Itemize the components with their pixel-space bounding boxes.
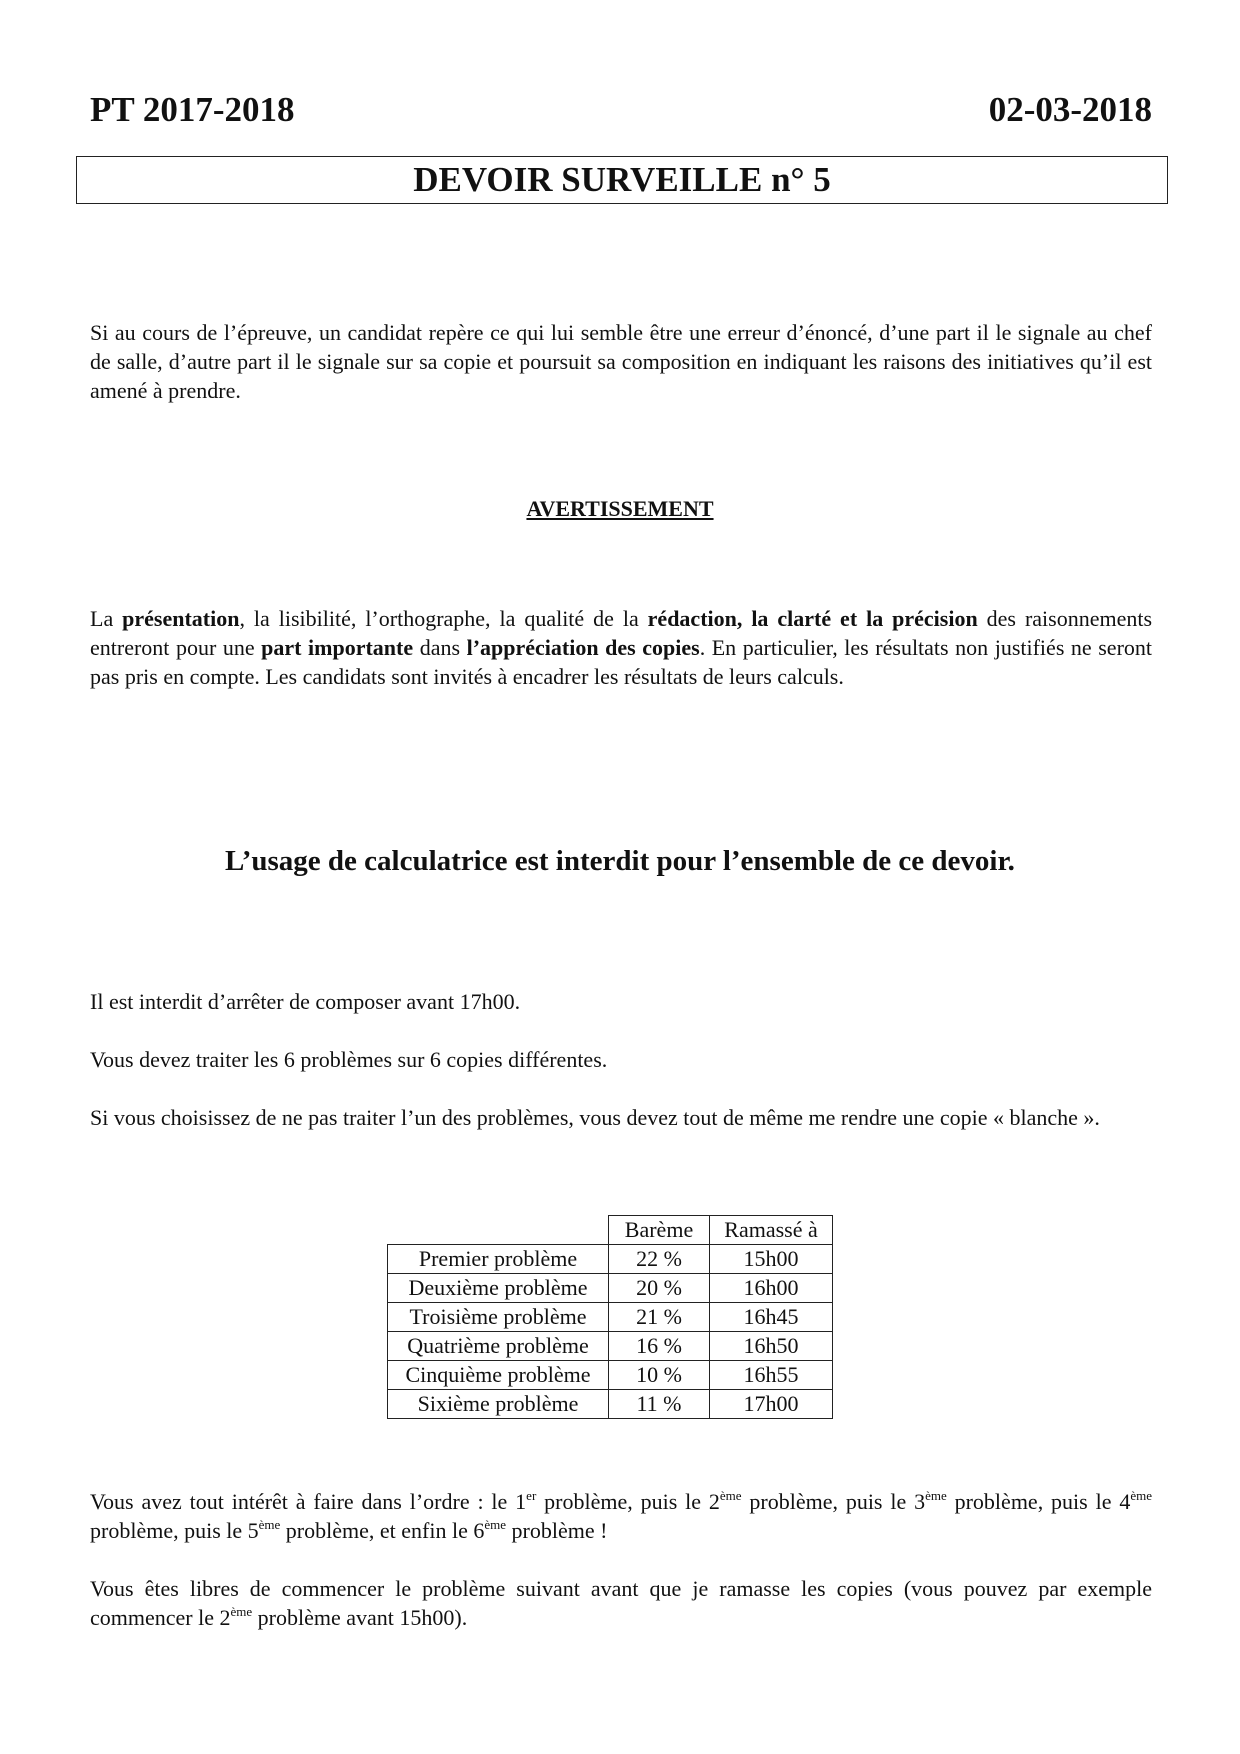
text-run: Vous êtes libres de commencer le problème suivant avant que je ramasse les copies (vous pouvez par exemple commencer le 2 [90,1576,1152,1630]
document-title: DEVOIR SURVEILLE n° 5 [76,156,1168,204]
problem-name-cell: Troisième problème [388,1303,609,1332]
bareme-table [387,1215,833,1419]
superscript: ème [719,1488,742,1503]
text-run: . En particulier, les résultats non justifiés ne seront pas pris en compte. Les candidats sont invités à encadrer les résultats de leurs calculs. [90,635,1153,689]
bareme-cell: 21 % [609,1303,710,1332]
text-run: problème, puis le 4 [946,1489,1131,1514]
intro-paragraph: Si au cours de l’épreuve, un candidat repère ce qui lui semble être une erreur d’énoncé, d’une part il le signale au chef de salle, d’autre part il le signale sur sa copie et poursuit sa composition en indiquant les raisons des initiatives qu’il est amené à prendre. [90,320,1152,403]
text-run: problème, et enfin le 6 [280,1518,485,1543]
bold-run: part importante [261,635,414,660]
bareme-cell: 16 % [609,1332,710,1361]
class-year-label: PT 2017-2018 [90,90,295,129]
avertissement-heading: AVERTISSEMENT [526,496,714,521]
avertissement-paragraph [90,604,1152,691]
text-run: La [90,606,123,631]
table-corner-cell [388,1216,609,1245]
bold-run: rédaction, la clarté et la précision [647,606,978,631]
rule-paragraph: Vous devez traiter les 6 problèmes sur 6 copies différentes. [90,1047,608,1072]
problem-name-cell: Sixième problème [388,1390,609,1419]
order-paragraph [90,1487,1152,1545]
problem-name-cell: Quatrième problème [388,1332,609,1361]
text-run: problème, puis le 2 [536,1489,720,1514]
superscript: ème [484,1517,506,1532]
table-row [388,1332,833,1361]
text-run: Vous avez tout intérêt à faire dans l’ordre : le 1 [90,1489,527,1514]
superscript: ème [258,1517,281,1532]
exam-date: 02-03-2018 [988,90,1152,129]
collect-time-cell: 16h00 [710,1274,833,1303]
table-header-cell: Ramassé à [710,1216,833,1245]
text-run: , la lisibilité, l’orthographe, la qualité de la [239,606,648,631]
bold-run: l’appréciation des copies [466,635,700,660]
collect-time-cell: 17h00 [710,1390,833,1419]
table-header-row [388,1216,833,1245]
superscript: ème [230,1604,253,1619]
collect-time-cell: 16h50 [710,1332,833,1361]
superscript: er [526,1488,537,1503]
calculator-notice: L’usage de calculatrice est interdit pour l’ensemble de ce devoir. [225,845,1015,877]
table-row [388,1390,833,1419]
bareme-cell: 20 % [609,1274,710,1303]
text-run: problème ! [506,1518,608,1543]
problem-name-cell: Deuxième problème [388,1274,609,1303]
collect-time-cell: 15h00 [710,1245,833,1274]
collect-time-cell: 16h55 [710,1361,833,1390]
bareme-cell: 22 % [609,1245,710,1274]
collect-time-cell: 16h45 [710,1303,833,1332]
rule-paragraph: Il est interdit d’arrêter de composer avant 17h00. [90,989,521,1014]
table-row [388,1245,833,1274]
superscript: ème [925,1488,947,1503]
table-row [388,1274,833,1303]
problem-name-cell: Cinquième problème [388,1361,609,1390]
text-run: problème, puis le 5 [90,1518,259,1543]
text-run: dans [413,635,467,660]
table-row [388,1303,833,1332]
table-row [388,1361,833,1390]
text-run: problème, puis le 3 [741,1489,926,1514]
text-run: des raisonnements entreront pour une [90,606,1153,660]
libres-paragraph [90,1574,1152,1632]
table-header-cell: Barème [609,1216,710,1245]
bareme-cell: 11 % [609,1390,710,1419]
superscript: ème [1130,1488,1152,1503]
text-run: problème avant 15h00). [252,1605,468,1630]
rule-paragraph: Si vous choisissez de ne pas traiter l’un des problèmes, vous devez tout de même me rendre une copie « blanche ». [90,1105,1100,1130]
bold-run: présentation [122,606,240,631]
problem-name-cell: Premier problème [388,1245,609,1274]
bareme-cell: 10 % [609,1361,710,1390]
